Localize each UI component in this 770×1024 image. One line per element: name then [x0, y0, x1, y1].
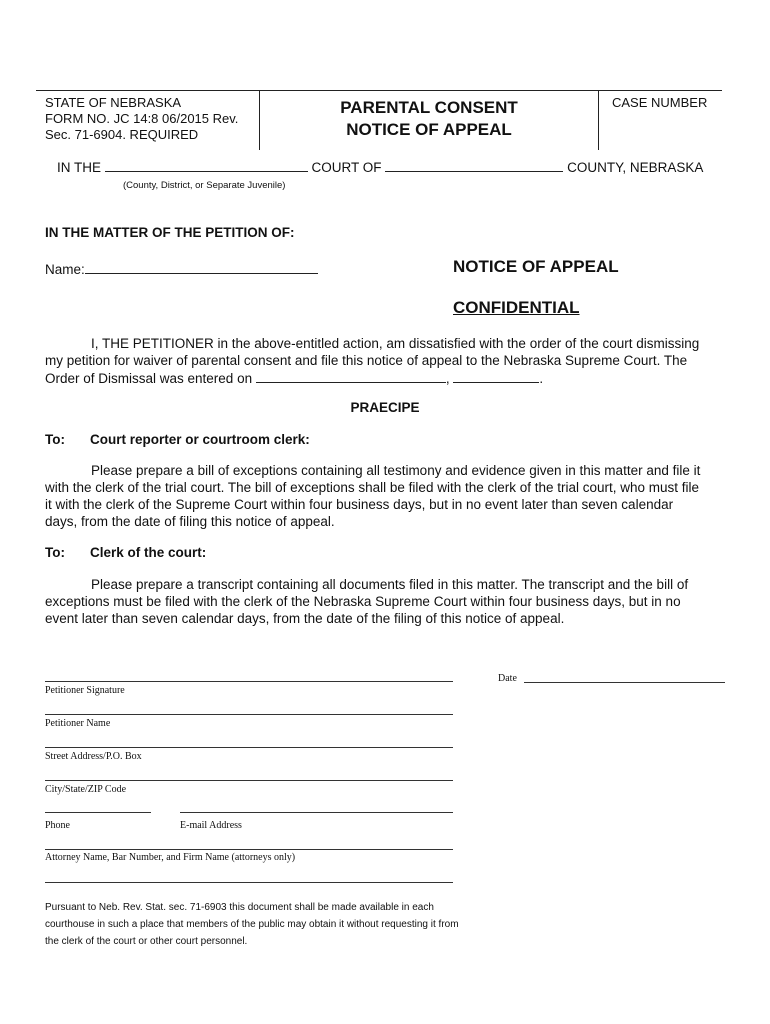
form-title-line2: NOTICE OF APPEAL — [346, 120, 512, 139]
petitioner-name-label: Petitioner Name — [45, 718, 111, 729]
statement-line2: my petition for waiver of parental consent and file this notice of appeal to the Nebraska Supreme Court. The — [45, 353, 688, 368]
comma-text: , — [445, 371, 450, 386]
reporter-line4: days, from the date of filing this notice of appeal. — [45, 514, 335, 529]
court-of-label: COURT OF — [311, 160, 382, 175]
form-number: FORM NO. JC 14:8 06/2015 Rev. — [45, 111, 239, 126]
reporter-recipient: Court reporter or courtroom clerk: — [90, 432, 310, 447]
city-state-zip-label: City/State/ZIP Code — [45, 784, 127, 795]
notice-line1: Pursuant to Neb. Rev. Stat. sec. 71-6903 this document shall be made available in each — [45, 902, 434, 913]
form-title-line1: PARENTAL CONSENT — [340, 98, 518, 117]
dismissal-entered-label: Order of Dismissal was entered on — [45, 371, 253, 386]
statement-line1: I, THE PETITIONER in the above-entitled action, am dissatisfied with the order of the court dismissing — [91, 336, 700, 351]
notice-line3: the clerk of the court or other court personnel. — [45, 936, 248, 947]
phone-label: Phone — [45, 820, 70, 831]
notice-line2: courthouse in such a place that members of the public may obtain it without requesting it from — [45, 919, 459, 930]
email-label: E-mail Address — [180, 820, 242, 831]
petitioner-name-field[interactable] — [85, 260, 318, 274]
to-reporter-row — [45, 432, 310, 447]
notice-of-appeal-title: NOTICE OF APPEAL — [453, 257, 619, 276]
clerk-instructions — [45, 576, 720, 627]
email-field[interactable] — [180, 812, 453, 813]
form-title — [262, 97, 596, 141]
city-state-zip-field[interactable] — [45, 780, 453, 781]
petitioner-name-sig-field[interactable] — [45, 714, 453, 715]
to-label: To: — [45, 432, 65, 447]
matter-heading: IN THE MATTER OF THE PETITION OF: — [45, 225, 295, 240]
reporter-line2: with the clerk of the trial court. The bill of exceptions shall be filed with the clerk of the trial court, who must file — [45, 480, 700, 495]
header-left-block — [45, 95, 238, 143]
name-label: Name: — [45, 262, 85, 277]
clerk-line3: event later than seven calendar days, from the date of the filing of this notice of appeal. — [45, 611, 565, 626]
court-line — [57, 158, 703, 175]
date-field[interactable] — [524, 682, 725, 683]
dismissal-year-field[interactable] — [453, 369, 539, 383]
petitioner-signature-label: Petitioner Signature — [45, 685, 125, 696]
petitioner-name-row — [45, 260, 318, 277]
dismissal-date-field[interactable] — [256, 369, 446, 383]
public-availability-notice — [45, 899, 475, 950]
case-number-label: CASE NUMBER — [612, 95, 708, 110]
confidential-title: CONFIDENTIAL — [453, 298, 580, 317]
reporter-instructions — [45, 462, 720, 530]
reporter-line1: Please prepare a bill of exceptions containing all testimony and evidence given in this matter and file it — [91, 463, 701, 478]
clerk-recipient: Clerk of the court: — [90, 545, 207, 560]
court-type-hint: (County, District, or Separate Juvenile) — [123, 180, 286, 191]
statement-line3 — [45, 369, 720, 387]
street-address-field[interactable] — [45, 747, 453, 748]
state-name: STATE OF NEBRASKA — [45, 95, 182, 110]
header-divider-left — [259, 90, 260, 150]
attorney-label: Attorney Name, Bar Number, and Firm Name (attorneys only) — [45, 852, 296, 863]
to-label: To: — [45, 545, 65, 560]
date-label: Date — [498, 673, 517, 684]
in-the-label: IN THE — [57, 160, 102, 175]
court-type-field[interactable] — [105, 158, 308, 172]
statute-section: Sec. 71-6904. REQUIRED — [45, 127, 199, 142]
clerk-line1: Please prepare a transcript containing all documents filed in this matter. The transcript and the bill of — [91, 577, 689, 592]
header-divider-right — [598, 90, 599, 150]
to-clerk-row — [45, 545, 207, 560]
praecipe-heading: PRAECIPE — [350, 400, 420, 415]
attorney-continued-field[interactable] — [45, 882, 453, 883]
county-field[interactable] — [385, 158, 563, 172]
period-text: . — [539, 371, 544, 386]
reporter-line3: it with the clerk of the Supreme Court within four business days, but in no event later than seven calendar — [45, 497, 674, 512]
phone-field[interactable] — [45, 812, 151, 813]
attorney-field[interactable] — [45, 849, 453, 850]
petitioner-signature-field[interactable] — [45, 681, 453, 682]
statement-paragraph — [45, 335, 720, 387]
county-nebraska-label: COUNTY, NEBRASKA — [567, 160, 704, 175]
header-top-rule — [36, 90, 722, 91]
clerk-line2: exceptions must be filed with the clerk of the Nebraska Supreme Court within four business days, but in no — [45, 594, 681, 609]
street-address-label: Street Address/P.O. Box — [45, 751, 142, 762]
